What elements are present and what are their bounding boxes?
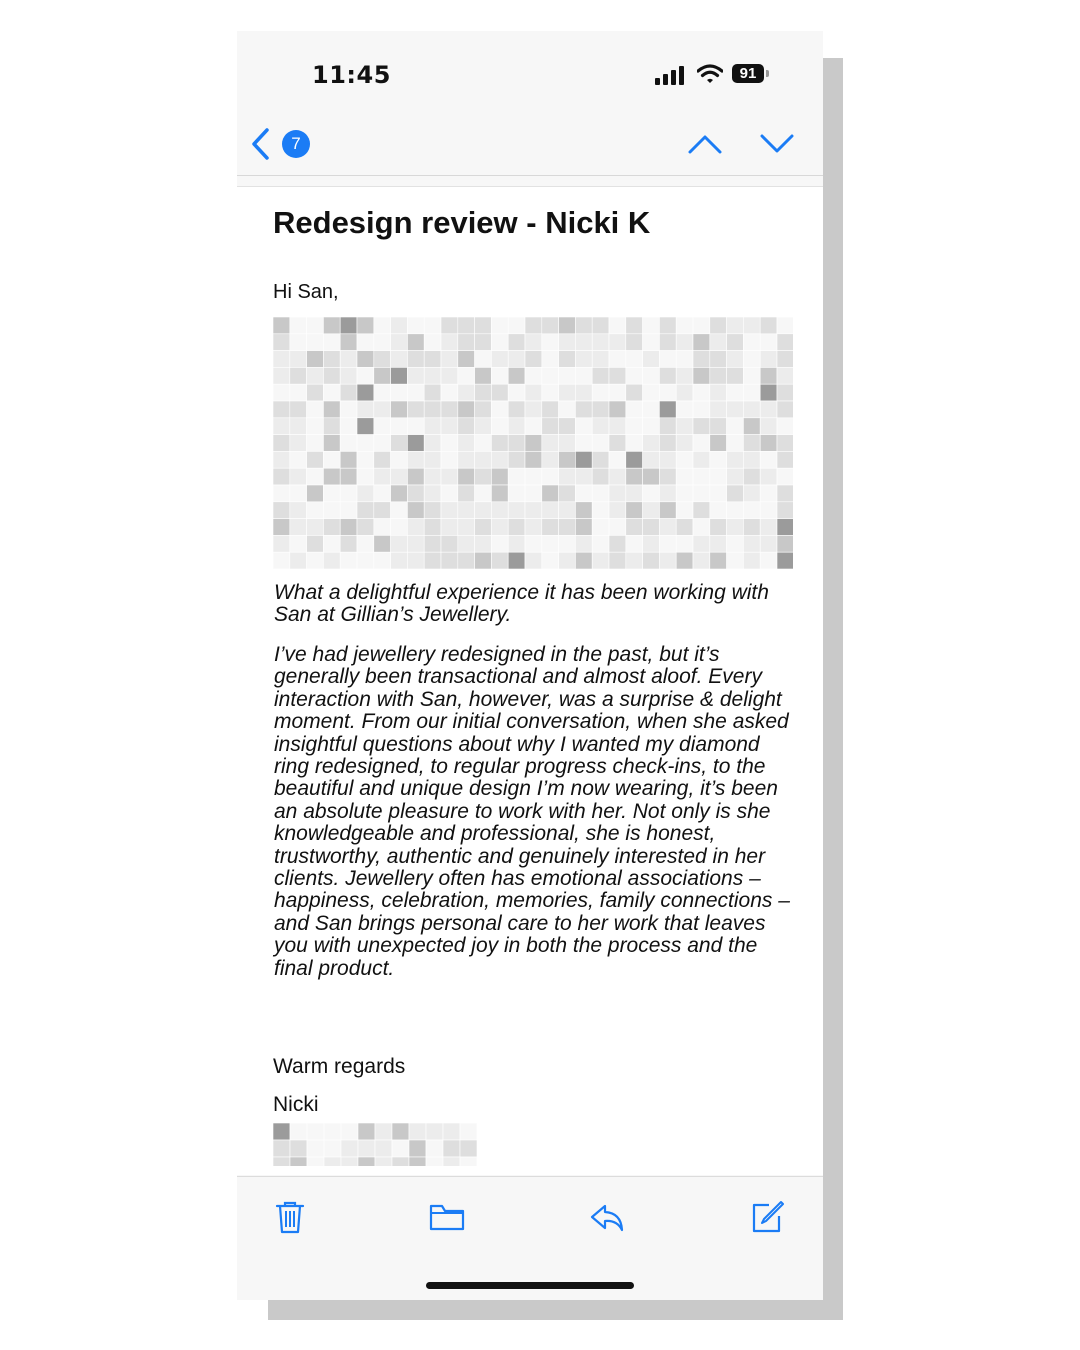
- reply-icon[interactable]: [589, 1199, 625, 1235]
- email-paragraph-2: I’ve had jewellery redesigned in the past, but it’s generally been transactional and almost aloof. Every interaction with San, however, was a surprise & delight moment. From our initial conversation, when she asked insightful questions about why I wanted my diamond ring redesigned, to regular progress check-ins, to the beautiful and unique design I’m now wearing, it’s been an absolute pleasure to work with her. Not only is she knowledgeable and professional, she is honest, trustworthy, authentic and genuinely interested in her clients. Jewellery often has emotional associations – happiness, celebration, memories, family connections – and San brings personal care to her work that leaves you with unexpected joy in both the process and the final product.: [274, 643, 790, 980]
- phone-screen: [237, 31, 823, 1300]
- pixelated-signature: [273, 1123, 478, 1166]
- signal-icon: [655, 65, 689, 85]
- folder-icon[interactable]: [429, 1199, 465, 1235]
- trash-icon[interactable]: [272, 1199, 308, 1235]
- mail-nav-bar: [237, 117, 823, 176]
- battery-indicator: 91: [732, 64, 764, 83]
- compose-icon[interactable]: [749, 1199, 785, 1235]
- email-greeting: Hi San,: [273, 281, 339, 303]
- email-sign-off: Warm regards: [273, 1055, 406, 1078]
- email-subject: Redesign review - Nicki K: [273, 205, 651, 240]
- home-indicator[interactable]: [426, 1282, 634, 1289]
- pixelated-image: [273, 317, 793, 570]
- next-message-icon[interactable]: [759, 133, 795, 155]
- email-body: [237, 186, 823, 1175]
- wifi-icon: [697, 64, 723, 84]
- unread-count-badge[interactable]: 7: [282, 130, 310, 158]
- email-paragraph-1: What a delightful experience it has been working with San at Gillian’s Jewellery.: [274, 581, 769, 626]
- previous-message-icon[interactable]: [687, 133, 723, 155]
- email-sender-name: Nicki: [273, 1093, 319, 1116]
- back-chevron-icon[interactable]: [249, 127, 271, 161]
- status-time: 11:45: [312, 61, 391, 89]
- battery-tip: [766, 70, 769, 77]
- mail-toolbar: [237, 1176, 823, 1300]
- status-bar: [237, 31, 823, 117]
